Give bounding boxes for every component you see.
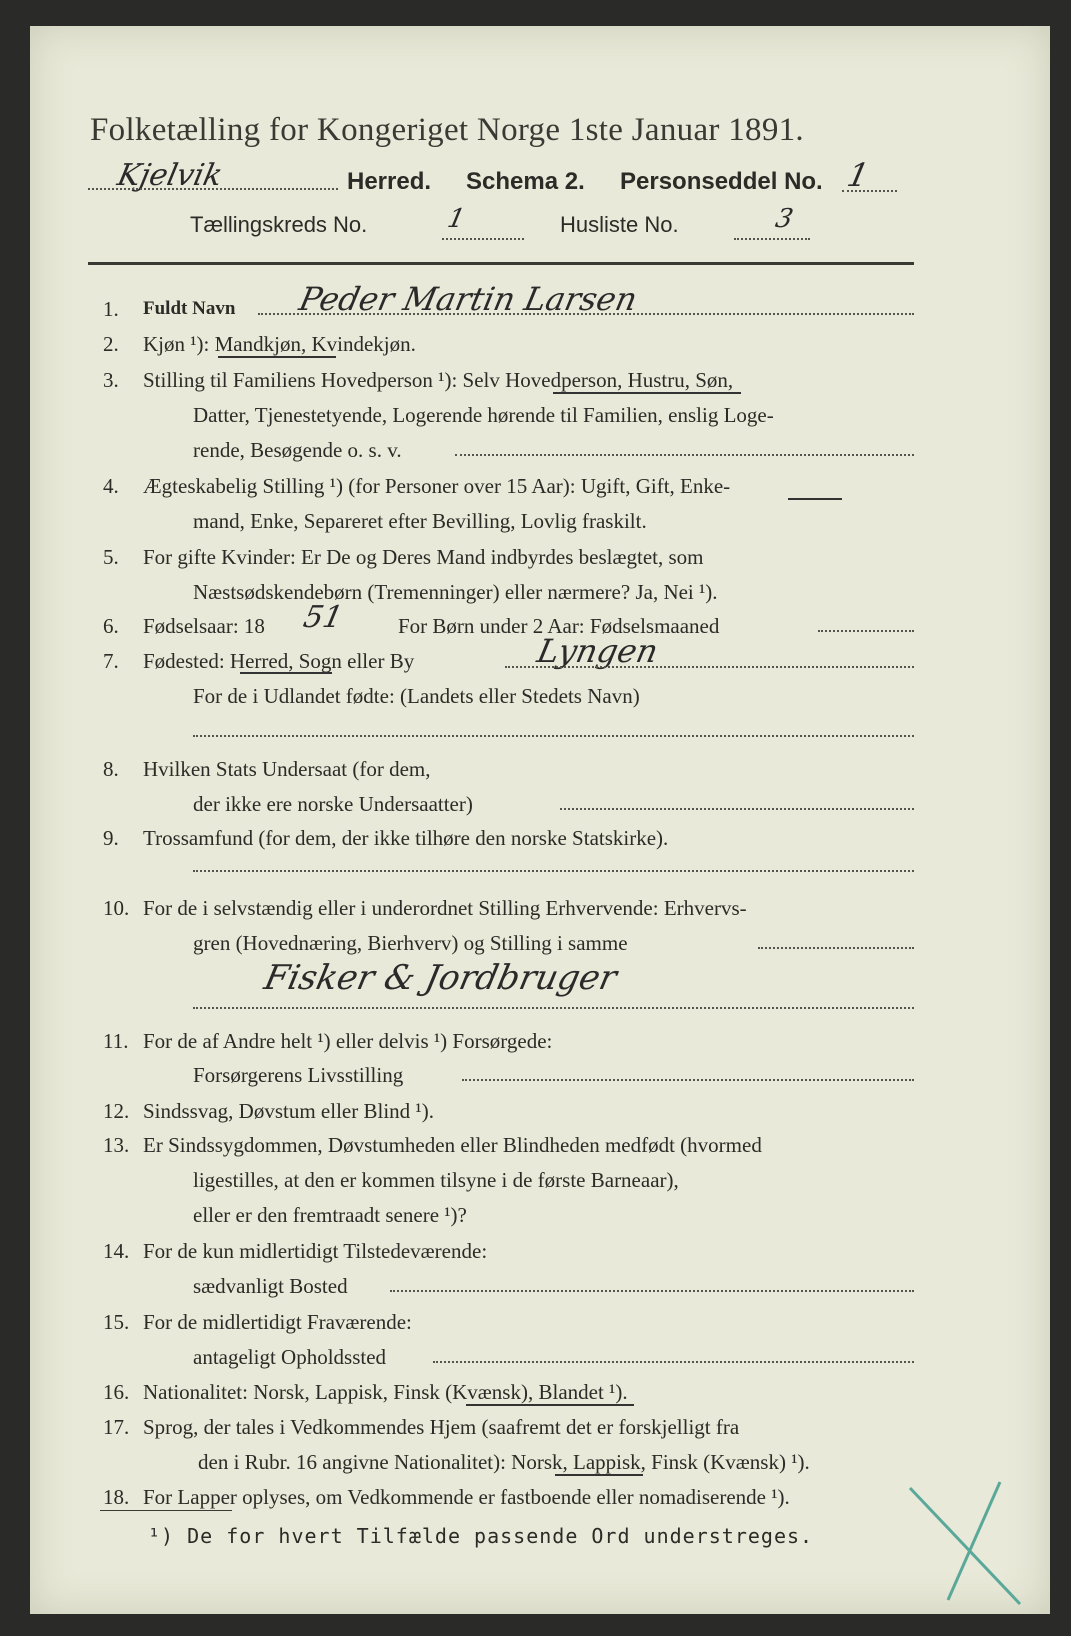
footnote: ¹) De for hvert Tilfælde passende Ord understreges. xyxy=(148,1524,814,1548)
item-text: Trossamfund (for dem, der ikke tilhøre den norske Statskirke). xyxy=(143,826,669,850)
herred-handwritten: Kjelvik xyxy=(114,158,226,193)
item-text: rende, Besøgende o. s. v. xyxy=(193,438,402,462)
norsk-underline xyxy=(555,1474,643,1476)
personseddel-dotted-line xyxy=(842,190,897,192)
item-number: 7. xyxy=(103,649,119,673)
answer-dotted-line xyxy=(193,1007,914,1009)
item-text: For de kun midlertidigt Tilstedeværende: xyxy=(143,1239,488,1263)
kreds-dotted-line xyxy=(442,238,524,240)
item-number: 5. xyxy=(103,545,119,569)
header-rule xyxy=(88,262,914,265)
item-number: 15. xyxy=(103,1310,130,1334)
item-number: 6. xyxy=(103,614,119,638)
item-number: 8. xyxy=(103,757,119,781)
item-text: For Lapper oplyses, om Vedkommende er fastboende eller nomadiserende ¹). xyxy=(143,1485,790,1509)
full-name-answer: Peder Martin Larsen xyxy=(295,280,641,318)
item-text: den i Rubr. 16 angivne Nationalitet): Norsk, Lappisk, Finsk (Kvænsk) ¹). xyxy=(198,1450,810,1474)
item-text: der ikke ere norske Undersaatter) xyxy=(193,792,473,816)
item-number: 10. xyxy=(103,896,130,920)
item-text: mand, Enke, Separeret efter Bevilling, Lovlig fraskilt. xyxy=(193,509,647,533)
answer-dotted-line xyxy=(818,630,914,632)
answer-dotted-line xyxy=(390,1290,914,1292)
item-number: 12. xyxy=(103,1099,130,1123)
item-text: Fødselsaar: 18 xyxy=(143,614,265,638)
item-text: Er Sindssygdommen, Døvstumheden eller Blindheden medfødt (hvormed xyxy=(143,1133,762,1157)
answer-dotted-line xyxy=(462,1079,914,1081)
item-text: Sprog, der tales i Vedkommendes Hjem (saafremt det er forskjelligt fra xyxy=(143,1415,740,1439)
item-number: 14. xyxy=(103,1239,130,1263)
mandkjon-underline xyxy=(218,356,336,358)
item-text: For Børn under 2 Aar: Fødselsmaaned xyxy=(398,614,720,638)
item-number: 17. xyxy=(103,1415,130,1439)
item-text: For de af Andre helt ¹) eller delvis ¹) Forsørgede: xyxy=(143,1029,553,1053)
answer-dotted-line xyxy=(560,808,914,810)
personseddel-number: 1 xyxy=(843,156,873,194)
item-text: antageligt Opholdssted xyxy=(193,1345,387,1369)
occupation-answer: Fisker & Jordbruger xyxy=(260,958,621,998)
pencil-cross-mark xyxy=(890,1476,1040,1616)
item-number: 13. xyxy=(103,1133,130,1157)
answer-dotted-line xyxy=(193,735,914,737)
item-text: eller er den fremtraadt senere ¹)? xyxy=(193,1203,467,1227)
answer-dotted-line xyxy=(455,454,914,456)
answer-dotted-line xyxy=(193,870,914,872)
item-text: ligestilles, at den er kommen tilsyne i de første Barneaar), xyxy=(193,1168,679,1192)
item-number: 18. xyxy=(103,1485,130,1509)
item-text: Sindssvag, Døvstum eller Blind ¹). xyxy=(143,1099,434,1123)
husliste-number: 3 xyxy=(772,204,796,234)
item-text: Hvilken Stats Undersaat (for dem, xyxy=(143,757,431,781)
selv-hovedperson-underline xyxy=(553,392,741,394)
item-number: 9. xyxy=(103,826,119,850)
item-text: Stilling til Familiens Hovedperson ¹): Selv Hovedperson, Hustru, Søn, xyxy=(143,368,734,392)
footnote-rule xyxy=(100,1510,232,1511)
finsk-kvaensk-underline xyxy=(466,1404,634,1406)
item-text: Nationalitet: Norsk, Lappisk, Finsk (Kvænsk), Blandet ¹). xyxy=(143,1380,628,1404)
answer-dotted-line xyxy=(505,666,914,668)
item-text: Fødested: Herred, Sogn eller By xyxy=(143,649,415,673)
item-number: 2. xyxy=(103,332,119,356)
item-number: 11. xyxy=(103,1029,129,1053)
kreds-number: 1 xyxy=(444,204,468,234)
husliste-dotted-line xyxy=(734,238,810,240)
answer-dotted-line xyxy=(433,1361,914,1363)
item-text: For gifte Kvinder: Er De og Deres Mand indbyrdes beslægtet, som xyxy=(143,545,704,569)
item-text: Kjøn ¹): Mandkjøn, Kvindekjøn. xyxy=(143,332,416,356)
item-text: For de i selvstændig eller i underordnet Stilling Erhvervende: Erhvervs- xyxy=(143,896,747,920)
herred-dotted-line xyxy=(88,188,338,190)
item-text: Ægteskabelig Stilling ¹) (for Personer over 15 Aar): Ugift, Gift, Enke- xyxy=(143,474,731,498)
birth-year-answer: 51 xyxy=(300,600,346,635)
item-text: Datter, Tjenestetyende, Logerende hørende til Familien, enslig Loge- xyxy=(193,403,774,427)
item-number: 4. xyxy=(103,474,119,498)
schema-label: Schema 2. xyxy=(466,168,585,195)
personseddel-label: Personseddel No. xyxy=(620,168,823,195)
item-label: Fuldt Navn xyxy=(143,298,236,319)
item-number: 3. xyxy=(103,368,119,392)
birthplace-answer: Lyngen xyxy=(533,632,662,670)
item-text: For de i Udlandet fødte: (Landets eller Stedets Navn) xyxy=(193,684,640,708)
form-title: Folketælling for Kongeriget Norge 1ste Januar 1891. xyxy=(90,112,804,148)
item-number: 1. xyxy=(103,297,119,321)
item-text: For de midlertidigt Fraværende: xyxy=(143,1310,412,1334)
item-number: 16. xyxy=(103,1380,130,1404)
item-text: Forsørgerens Livsstilling xyxy=(193,1063,404,1087)
item-text: gren (Hovednæring, Bierhverv) og Stilling i samme xyxy=(193,931,628,955)
herred-underline xyxy=(240,672,332,674)
answer-dotted-line xyxy=(758,947,914,949)
husliste-label: Husliste No. xyxy=(560,212,679,237)
item-text: Næstsødskendebørn (Tremenninger) eller nærmere? Ja, Nei ¹). xyxy=(193,580,718,604)
gift-underline xyxy=(788,498,842,500)
kreds-label: Tællingskreds No. xyxy=(190,212,368,237)
item-text: sædvanligt Bosted xyxy=(193,1274,348,1298)
herred-label: Herred. xyxy=(347,168,432,195)
